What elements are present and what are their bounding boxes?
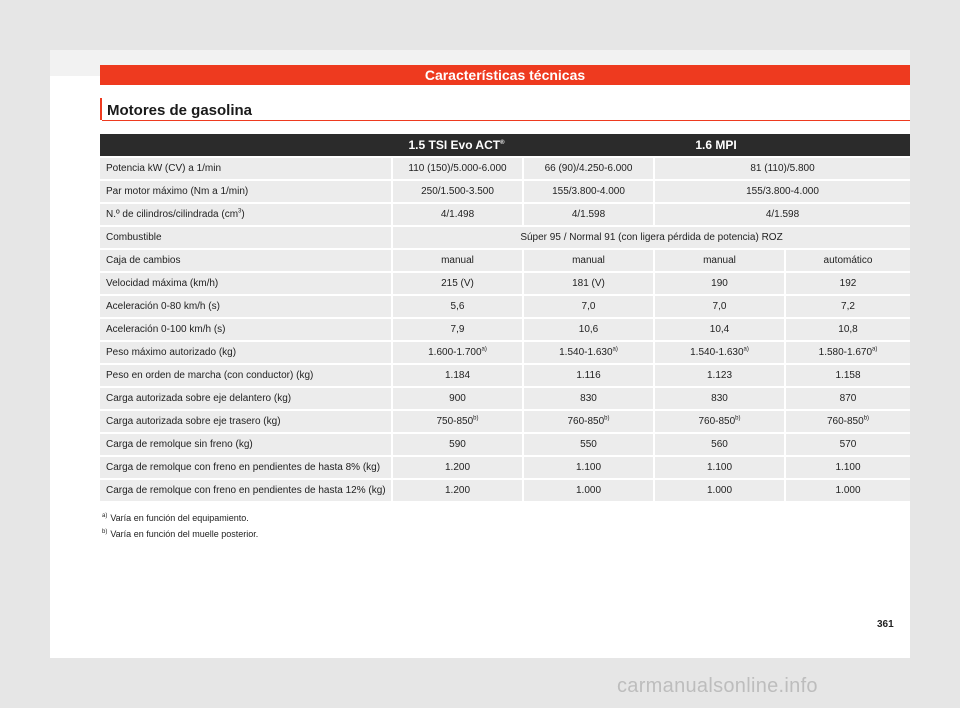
row-label-text: Carga de remolque con freno en pendientes de hasta 12% (kg) (106, 485, 386, 496)
table-row (100, 434, 910, 455)
cell-value: 750-850 (436, 416, 474, 427)
cell-value: manual (441, 255, 474, 266)
value-cell (653, 296, 784, 317)
row-label-text: Carga de remolque con freno en pendientes de hasta 8% (kg) (106, 462, 381, 473)
value-cell (653, 457, 784, 478)
row-label (100, 204, 391, 225)
row-label-text: Carga autorizada sobre eje trasero (kg) (106, 416, 281, 427)
cell-value: 1.200 (444, 485, 471, 496)
section-underline (102, 120, 910, 121)
footnote-mark: a) (102, 513, 108, 519)
value-cell (522, 204, 653, 225)
cell-footnote-ref: a) (872, 346, 878, 353)
row-label-text: Aceleración 0-80 km/h (s) (106, 301, 220, 312)
section-marker (100, 98, 102, 120)
value-cell (784, 296, 910, 317)
table-row (100, 296, 910, 317)
value-cell (653, 181, 910, 202)
table-row (100, 158, 910, 179)
value-cell (784, 457, 910, 478)
cell-value: automático (823, 255, 873, 266)
cell-value: 760-850 (698, 416, 736, 427)
value-cell (522, 480, 653, 501)
cell-value: Súper 95 / Normal 91 (con ligera pérdida de potencia) ROZ (520, 232, 783, 243)
value-cell (391, 342, 522, 363)
value-cell (522, 319, 653, 340)
cell-value: 1.540-1.630 (690, 347, 744, 358)
cell-value: 560 (711, 439, 728, 450)
value-cell (784, 411, 910, 432)
cell-value: 830 (580, 393, 597, 404)
value-cell (522, 158, 653, 179)
footnote-a (102, 513, 258, 523)
cell-value: 1.184 (444, 370, 471, 381)
table-body (100, 158, 910, 501)
cell-value: 181 (V) (572, 278, 605, 289)
row-label (100, 158, 391, 179)
footnote-mark: b) (102, 529, 108, 535)
engine-header-1 (391, 134, 522, 156)
row-label (100, 319, 391, 340)
table-row (100, 342, 910, 363)
value-cell (653, 250, 784, 271)
row-label-text: Aceleración 0-100 km/h (s) (106, 324, 226, 335)
value-cell (784, 434, 910, 455)
value-cell (522, 411, 653, 432)
value-cell (522, 365, 653, 386)
value-cell (391, 158, 522, 179)
value-cell (391, 181, 522, 202)
cell-value: 7,2 (841, 301, 855, 312)
value-cell (391, 434, 522, 455)
cell-value: 4/1.498 (440, 209, 475, 220)
cell-value: 10,6 (578, 324, 599, 335)
value-cell (653, 273, 784, 294)
header-blank-cell (100, 134, 391, 156)
cell-value: 1.540-1.630 (559, 347, 613, 358)
row-label (100, 457, 391, 478)
cell-value: 1.200 (444, 462, 471, 473)
row-label (100, 250, 391, 271)
engine-header-label: 1.5 TSI Evo ACT (408, 138, 501, 152)
value-cell (653, 388, 784, 409)
value-cell (653, 158, 910, 179)
table-row (100, 365, 910, 386)
row-label-text: Peso máximo autorizado (kg) (106, 347, 237, 358)
footnote-text: Varía en función del equipamiento. (110, 513, 249, 523)
cell-value: 192 (839, 278, 857, 289)
value-cell (391, 365, 522, 386)
cell-value: manual (572, 255, 605, 266)
row-label (100, 342, 391, 363)
value-cell (391, 273, 522, 294)
value-cell (653, 204, 910, 225)
value-cell (522, 250, 653, 271)
cell-footnote-ref: b) (604, 415, 610, 422)
value-cell (522, 296, 653, 317)
value-cell (522, 181, 653, 202)
cell-value: 900 (449, 393, 466, 404)
cell-value: 10,4 (709, 324, 730, 335)
table-row (100, 388, 910, 409)
table-row (100, 227, 910, 248)
cell-value: 7,9 (450, 324, 465, 335)
table-row (100, 411, 910, 432)
row-label (100, 181, 391, 202)
engine-header-sup: ® (500, 140, 505, 146)
cell-value: 7,0 (581, 301, 596, 312)
cell-footnote-ref: a) (743, 346, 749, 353)
cell-value: 155/3.800-4.000 (746, 186, 819, 197)
row-label (100, 388, 391, 409)
footnote-text: Varía en función del muelle posterior. (110, 529, 259, 539)
cell-value: 830 (711, 393, 728, 404)
value-cell (784, 480, 910, 501)
table-row (100, 480, 910, 501)
value-cell (391, 227, 910, 248)
row-label-sup: 3 (238, 208, 242, 215)
row-label-text: Carga de remolque sin freno (kg) (106, 439, 253, 450)
row-label-text: Caja de cambios (106, 255, 181, 266)
cell-value: 1.123 (706, 370, 733, 381)
cell-value: 7,0 (712, 301, 727, 312)
section-title: Motores de gasolina (107, 102, 253, 119)
cell-value: 1.100 (835, 462, 861, 473)
cell-value: 4/1.598 (571, 209, 606, 220)
table-row (100, 204, 910, 225)
value-cell (391, 319, 522, 340)
row-label (100, 411, 391, 432)
cell-value: manual (703, 255, 736, 266)
footnote-b (102, 529, 258, 539)
value-cell (784, 319, 910, 340)
cell-value: 110 (150)/5.000-6.000 (408, 163, 507, 174)
cell-footnote-ref: a) (612, 346, 618, 353)
row-label-text: N.º de cilindros/cilindrada (cm (106, 209, 239, 220)
cell-value: 550 (580, 439, 597, 450)
value-cell (784, 342, 910, 363)
value-cell (391, 204, 522, 225)
cell-value: 1.116 (576, 370, 601, 381)
footnotes (102, 513, 258, 545)
value-cell (784, 250, 910, 271)
cell-footnote-ref: b) (735, 415, 741, 422)
value-cell (653, 319, 784, 340)
cell-value: 570 (839, 439, 857, 450)
value-cell (653, 411, 784, 432)
row-label (100, 296, 391, 317)
value-cell (653, 480, 784, 501)
value-cell (391, 388, 522, 409)
row-label (100, 273, 391, 294)
cell-value: 1.158 (835, 370, 861, 381)
cell-value: 1.580-1.670 (818, 347, 873, 358)
value-cell (391, 457, 522, 478)
value-cell (653, 342, 784, 363)
cell-value: 250/1.500-3.500 (421, 186, 494, 197)
row-label-text: Carga autorizada sobre eje delantero (kg) (106, 393, 292, 404)
cell-value: 1.600-1.700 (428, 347, 482, 358)
table-header-row (100, 134, 910, 156)
cell-value: 1.000 (575, 485, 602, 496)
row-label (100, 480, 391, 501)
cell-value: 870 (839, 393, 857, 404)
row-label (100, 434, 391, 455)
row-label (100, 227, 391, 248)
cell-value: 190 (711, 278, 728, 289)
cell-value: 5,6 (450, 301, 465, 312)
value-cell (522, 457, 653, 478)
table-row (100, 250, 910, 271)
cell-value: 760-850 (567, 416, 605, 427)
cell-value: 590 (449, 439, 466, 450)
cell-value: 10,8 (838, 324, 858, 335)
engine-header-2 (522, 134, 910, 156)
value-cell (522, 434, 653, 455)
row-label-text: Par motor máximo (Nm a 1/min) (106, 186, 249, 197)
value-cell (784, 273, 910, 294)
value-cell (391, 411, 522, 432)
row-label-suffix: ) (241, 209, 245, 220)
chapter-header: Características técnicas (100, 65, 910, 85)
row-label-text: Velocidad máxima (km/h) (106, 278, 219, 289)
cell-value: 4/1.598 (765, 209, 800, 220)
cell-value: 215 (V) (441, 278, 474, 289)
cell-value: 1.000 (835, 485, 861, 496)
value-cell (522, 342, 653, 363)
table-row (100, 457, 910, 478)
value-cell (391, 250, 522, 271)
value-cell (784, 365, 910, 386)
table-row (100, 319, 910, 340)
page-number: 361 (877, 619, 894, 630)
cell-value: 1.100 (706, 462, 733, 473)
table-row (100, 273, 910, 294)
engine-header-label: 1.6 MPI (695, 138, 737, 152)
value-cell (522, 273, 653, 294)
cell-footnote-ref: a) (481, 346, 487, 353)
row-label-text: Potencia kW (CV) a 1/min (106, 163, 222, 174)
row-label-text: Peso en orden de marcha (con conductor) (kg) (106, 370, 314, 381)
row-label (100, 365, 391, 386)
watermark-text: carmanualsonline.info (617, 675, 818, 697)
value-cell (653, 365, 784, 386)
row-label-text: Combustible (106, 232, 162, 243)
value-cell (522, 388, 653, 409)
value-cell (653, 434, 784, 455)
value-cell (391, 480, 522, 501)
table-row (100, 181, 910, 202)
cell-footnote-ref: b) (473, 415, 479, 422)
value-cell (784, 388, 910, 409)
cell-value: 66 (90)/4.250-6.000 (544, 163, 633, 174)
specs-table (100, 132, 910, 503)
cell-footnote-ref: b) (863, 415, 870, 422)
manual-page (50, 50, 910, 658)
cell-value: 81 (110)/5.800 (750, 163, 815, 174)
cell-value: 1.000 (706, 485, 733, 496)
value-cell (391, 296, 522, 317)
cell-value: 155/3.800-4.000 (552, 186, 625, 197)
cell-value: 760-850 (826, 416, 864, 427)
cell-value: 1.100 (575, 462, 602, 473)
